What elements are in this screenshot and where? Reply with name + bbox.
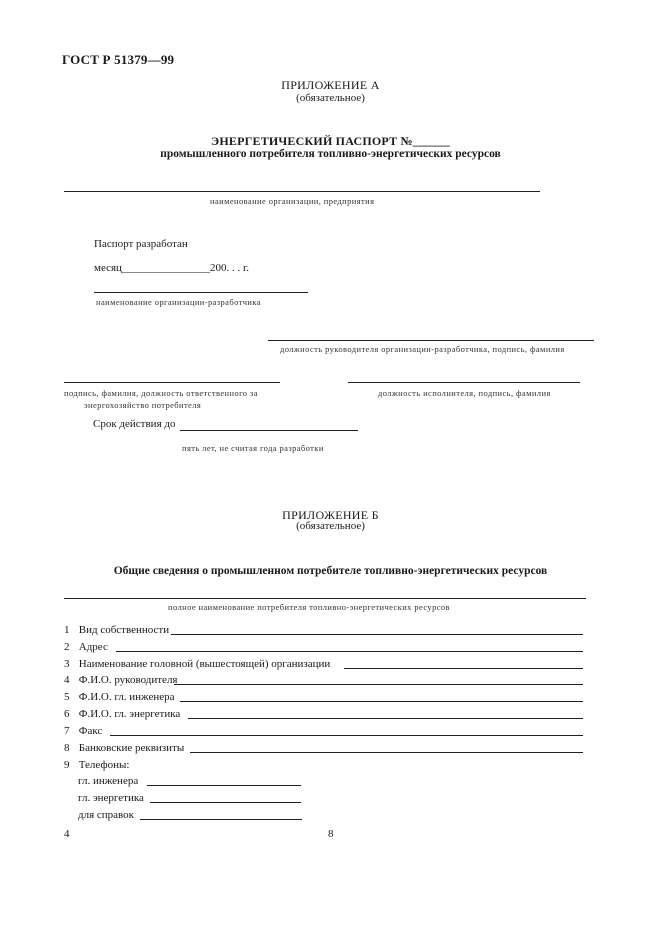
- head-signature-line[interactable]: [268, 340, 594, 341]
- item-number: 3: [64, 658, 70, 670]
- phone-label: для справок: [78, 809, 135, 821]
- passport-subtitle: промышленного потребителя топливно-энергетических ресурсов: [160, 148, 501, 160]
- item-label: Банковские реквизиты: [78, 742, 185, 754]
- item-number: 4: [64, 674, 70, 686]
- appendix-a-status: (обязательное): [296, 92, 365, 104]
- validity-label: Срок действия до: [93, 418, 176, 430]
- executor-caption: должность исполнителя, подпись, фамилия: [378, 388, 551, 398]
- item-label: Телефоны:: [78, 759, 130, 771]
- fax-field[interactable]: [110, 735, 583, 736]
- organization-line[interactable]: [64, 191, 540, 192]
- responsible-caption-1: подпись, фамилия, должность ответственного за: [64, 388, 258, 398]
- consumer-name-caption: полное наименование потребителя топливно-энергетических ресурсов: [168, 602, 450, 612]
- head-signature-caption: должность руководителя организации-разработчика, подпись, фамилия: [280, 344, 565, 354]
- ownership-field[interactable]: [171, 634, 583, 635]
- executor-signature-line[interactable]: [348, 382, 580, 383]
- responsible-signature-line[interactable]: [64, 382, 280, 383]
- item-number: 9: [64, 759, 70, 771]
- list-item: [78, 792, 301, 806]
- item-label: Ф.И.О. руководителя: [78, 674, 178, 686]
- item-number: 8: [64, 742, 70, 754]
- passport-title: ЭНЕРГЕТИЧЕСКИЙ ПАСПОРТ №______: [211, 134, 450, 148]
- validity-line[interactable]: [180, 430, 358, 431]
- responsible-caption-2: энергохозяйство потребителя: [84, 400, 202, 410]
- item-number: 5: [64, 691, 70, 703]
- document-header: ГОСТ Р 51379—99: [62, 52, 175, 67]
- item-label: Ф.И.О. гл. инженера: [78, 691, 175, 703]
- appendix-b-status: (обязательное): [296, 520, 365, 532]
- page-number-left: 4: [64, 828, 70, 840]
- item-number: 2: [64, 641, 70, 653]
- list-item: [64, 691, 583, 705]
- consumer-name-line[interactable]: [64, 598, 586, 599]
- phone-chief-engineer-field[interactable]: [147, 785, 301, 786]
- list-item: [78, 809, 302, 823]
- appendix-b-title: ПРИЛОЖЕНИЕ Б: [282, 508, 379, 522]
- list-item: [64, 742, 583, 756]
- general-info-title: Общие сведения о промышленном потребителе топливно-энергетических ресурсов: [113, 565, 548, 577]
- chief-engineer-name-field[interactable]: [180, 701, 583, 702]
- list-item: [78, 775, 301, 789]
- item-label: Факс: [78, 725, 103, 737]
- list-item: [64, 641, 583, 655]
- list-item: [64, 658, 583, 672]
- developer-caption: наименование организации-разработчика: [96, 297, 261, 307]
- director-name-field[interactable]: [174, 684, 583, 685]
- item-number: 7: [64, 725, 70, 737]
- list-item: [64, 674, 583, 688]
- item-label: Адрес: [78, 641, 108, 653]
- month-year-field[interactable]: месяц________________200. . . г.: [94, 262, 249, 274]
- page-number-center: 8: [328, 828, 334, 840]
- appendix-a-title: ПРИЛОЖЕНИЕ А: [281, 78, 380, 92]
- item-number: 6: [64, 708, 70, 720]
- list-item: [64, 624, 583, 638]
- phone-label: гл. инженера: [78, 775, 139, 787]
- item-label: Ф.И.О. гл. энергетика: [78, 708, 181, 720]
- developer-line[interactable]: [94, 292, 308, 293]
- developed-label: Паспорт разработан: [94, 238, 188, 250]
- parent-organization-field[interactable]: [344, 668, 583, 669]
- item-label: Вид собственности: [78, 624, 170, 636]
- list-item: [64, 759, 583, 773]
- item-number: 1: [64, 624, 70, 636]
- list-item: [64, 725, 583, 739]
- phone-label: гл. энергетика: [78, 792, 144, 804]
- phone-info-field[interactable]: [140, 819, 302, 820]
- item-label: Наименование головной (вышестоящей) организации: [78, 658, 331, 670]
- address-field[interactable]: [116, 651, 583, 652]
- list-item: [64, 708, 583, 722]
- chief-power-engineer-name-field[interactable]: [188, 718, 583, 719]
- bank-details-field[interactable]: [190, 752, 583, 753]
- organization-caption: наименование организации, предприятия: [210, 196, 375, 206]
- validity-caption: пять лет, не считая года разработки: [182, 443, 324, 453]
- phone-chief-power-engineer-field[interactable]: [150, 802, 301, 803]
